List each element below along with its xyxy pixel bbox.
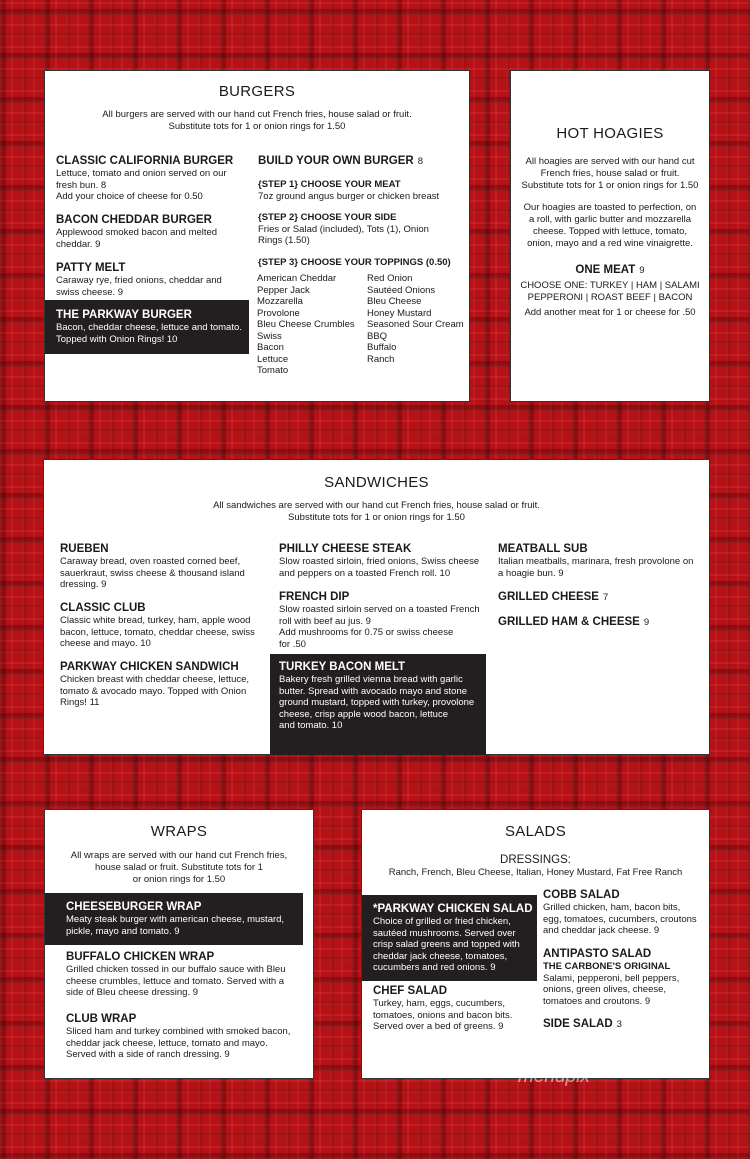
menu-item-club-wrap: CLUB WRAP Sliced ham and turkey combined with smoked bacon, cheddar jack cheese, lettuce, tomato and mayo. Served with a side of ranch dressing. 9 [66, 1013, 291, 1060]
hoagies-title: HOT HOAGIES [556, 125, 664, 142]
sandwiches-title: SANDWICHES [324, 474, 429, 491]
byo-title: BUILD YOUR OWN BURGER [258, 155, 414, 167]
menu-item-buffalo-chicken-wrap: BUFFALO CHICKEN WRAP Grilled chicken tossed in our buffalo sauce with Bleu cheese crumbles, lettuce and tomato. Served with a side of Bleu cheese dressing. 9 [66, 951, 286, 998]
menu-item-turkey-bacon-melt: TURKEY BACON MELT Bakery fresh grilled vienna bread with garlic butter. Spread with avocado mayo and stone ground mustard, topped with turkey, provolone cheese, crisp apple wood bacon, lettuce and tomato. 10 [270, 654, 486, 755]
sandwiches-panel [43, 459, 710, 755]
burgers-note: All burgers are served with our hand cut French fries, house salad or fruit. Substitute tots for 1 or onion rings for 1.50 [102, 109, 412, 132]
byo-price: 8 [417, 156, 423, 167]
hoagies-description: Our hoagies are toasted to perfection, on a roll, with garlic butter and mozzarella cheese. Topped with lettuce, tomato, onion, mayo and a red wine vinaigrette. [523, 202, 697, 249]
salads-title: SALADS [505, 823, 566, 840]
menu-item-side-salad: SIDE SALAD 3 [543, 1018, 622, 1030]
menu-item-parkway-chicken-salad: *PARKWAY CHICKEN SALAD Choice of grilled or fried chicken, sautéed mushrooms. Served over crisp salad greens and topped with cheddar jack cheese, tomatoes, cucumbers and red onions. 9 [362, 895, 537, 981]
menu-item-classic-california-burger: CLASSIC CALIFORNIA BURGER Lettuce, tomato and onion served on our fresh bun. 8 Add your choice of cheese for 0.50 [56, 155, 234, 202]
menu-item-the-parkway-burger: THE PARKWAY BURGER Bacon, cheddar cheese, lettuce and tomato. Topped with Onion Rings! 10 [45, 300, 249, 354]
hoagies-meat-choices: CHOOSE ONE: TURKEY | HAM | SALAMI PEPPERONI | ROAST BEEF | BACON Add another meat for 1 or cheese for .50 [520, 280, 700, 318]
menu-item-parkway-chicken-sandwich: PARKWAY CHICKEN SANDWICH Chicken breast with cheddar cheese, lettuce, tomato & avocado mayo. Topped with Onion Rings! 11 [60, 661, 250, 708]
burgers-title: BURGERS [218, 83, 296, 100]
menu-item-grilled-cheese: GRILLED CHEESE 7 [498, 591, 609, 603]
byo-step1-desc: 7oz ground angus burger or chicken breast [258, 190, 440, 202]
byo-step2: {STEP 2} CHOOSE YOUR SIDE [258, 212, 397, 223]
burgers-panel [44, 70, 470, 402]
menu-item-bacon-cheddar-burger: BACON CHEDDAR BURGER Applewood smoked bacon and melted cheddar. 9 [56, 214, 218, 250]
menu-item-meatball-sub: MEATBALL SUB Italian meatballs, marinara, fresh provolone on a hoagie bun. 9 [498, 543, 694, 579]
build-your-own-burger: BUILD YOUR OWN BURGER 8 {STEP 1} CHOOSE YOUR MEAT 7oz ground angus burger or chicken breast {STEP 2} CHOOSE YOUR SIDE Fries or Salad (included), Tots (1), Onion Rings (1.50) {STEP 3} CHOOSE YOUR TOPPINGS (0.50) [258, 155, 463, 268]
menu-item-rueben: RUEBEN Caraway bread, oven roasted corned beef, sauerkraut, swiss cheese & thousand island dressing. 9 [60, 543, 245, 590]
byo-step1: {STEP 1} CHOOSE YOUR MEAT [258, 179, 401, 190]
menu-item-cobb-salad: COBB SALAD Grilled chicken, ham, bacon bits, egg, tomatoes, cucumbers, croutons and cheddar jack cheese. 9 [543, 889, 697, 936]
menu-item-chef-salad: CHEF SALAD Turkey, ham, eggs, cucumbers, tomatoes, onions and bacon bits. Served over a bed of greens. 9 [373, 985, 513, 1032]
menu-item-patty-melt: PATTY MELT Caraway rye, fried onions, cheddar and swiss cheese. 9 [56, 262, 222, 298]
menu-item-one-meat: ONE MEAT 9 [575, 264, 645, 276]
wraps-panel [44, 809, 314, 1079]
wraps-note: All wraps are served with our hand cut French fries, house salad or fruit. Substitute tots for 1 or onion rings for 1.50 [70, 850, 288, 885]
salads-panel [361, 809, 710, 1079]
menu-item-french-dip: FRENCH DIP Slow roasted sirloin served on a toasted French roll with beef au jus. 9 Add mushrooms for 0.75 or swiss cheese for .50 [279, 591, 480, 650]
menu-item-philly-cheese-steak: PHILLY CHEESE STEAK Slow roasted sirloin, fried onions, Swiss cheese and peppers on a toasted French roll. 10 [279, 543, 480, 579]
hoagies-panel [510, 70, 710, 402]
byo-step3: {STEP 3} CHOOSE YOUR TOPPINGS (0.50) [258, 256, 451, 268]
menu-item-cheeseburger-wrap: CHEESEBURGER WRAP Meaty steak burger with american cheese, mustard, pickle, mayo and tomato. 9 [45, 893, 303, 945]
watermark: menupix [518, 1066, 590, 1087]
toppings-column-1: American Cheddar Pepper Jack Mozzarella Provolone Bleu Cheese Crumbles Swiss Bacon Lettuce Tomato [257, 273, 355, 376]
dressings: DRESSINGS: Ranch, French, Bleu Cheese, Italian, Honey Mustard, Fat Free Ranch [388, 854, 683, 878]
hoagies-note: All hoagies are served with our hand cut French fries, house salad or fruit. Substitute tots for 1 or onion rings for 1.50 [521, 156, 699, 191]
wraps-title: WRAPS [150, 823, 208, 840]
toppings-column-2: Red Onion Sautéed Onions Bleu Cheese Honey Mustard Seasoned Sour Cream BBQ Buffalo Ranch [367, 273, 464, 365]
menu-item-classic-club: CLASSIC CLUB Classic white bread, turkey, ham, apple wood bacon, lettuce, tomato, cheddar cheese, swiss cheese and mayo. 10 [60, 602, 255, 649]
sandwiches-note: All sandwiches are served with our hand cut French fries, house salad or fruit. Substitute tots for 1 or onion rings for 1.50 [213, 500, 540, 523]
menu-item-antipasto-salad: ANTIPASTO SALAD THE CARBONE'S ORIGINAL Salami, pepperoni, bell peppers, onions, green olives, cheese, tomatoes and croutons. 9 [543, 948, 680, 1007]
menu-item-grilled-ham-cheese: GRILLED HAM & CHEESE 9 [498, 616, 650, 628]
